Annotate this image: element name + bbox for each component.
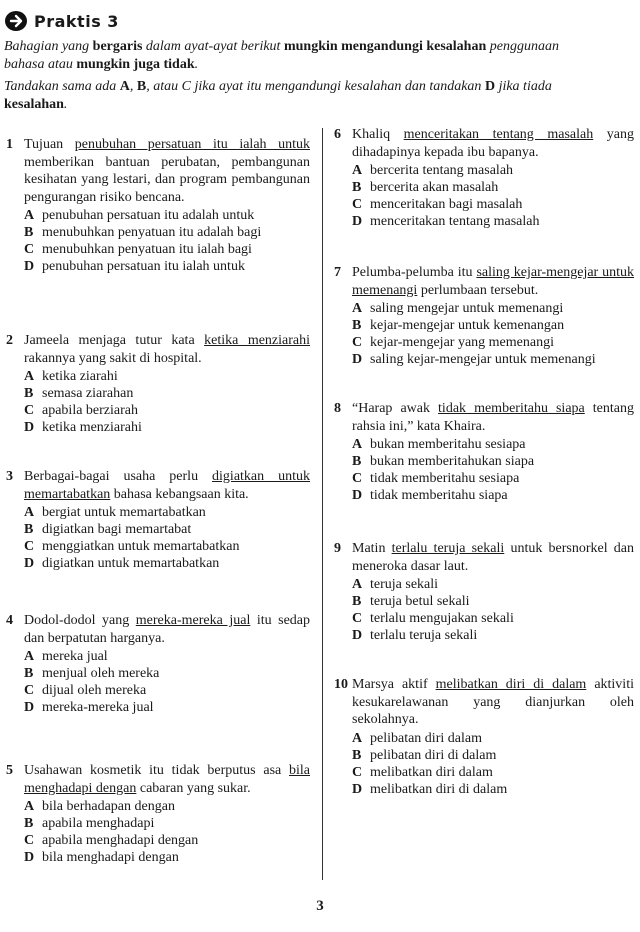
option-text: semasa ziarahan [42,386,134,401]
stem-text: yang dihadapinya kepada ibu bapanya. [352,127,634,160]
option-letter: D [24,420,35,435]
option-text: bila menghadapi dengan [42,850,179,865]
stem-text: Pelumba-pelumba itu [352,265,477,280]
option-text: bercerita akan masalah [370,180,499,195]
option-text: apabila berziarah [42,403,138,418]
option-text: pelibatan diri dalam [370,730,482,746]
question-number: 8 [334,401,341,416]
option-text: digiatkan untuk memartabatkan [42,556,220,571]
question-4 [6,612,310,716]
option-letter: D [352,488,363,503]
answer-option-d[interactable] [352,781,634,798]
answer-option-c[interactable] [24,682,310,699]
option-text: dijual oleh mereka [42,683,147,698]
underlined-phrase: terlalu teruja sekali [391,541,505,556]
option-text: melibatkan diri di dalam [370,781,508,797]
answer-option-d[interactable] [24,258,310,275]
option-letter: D [352,352,363,367]
option-text: menubuhkan penyatuan itu ialah bagi [42,242,252,257]
instruction-line-1: Bahagian yang bergaris dalam ayat-ayat berikut mungkin mengandungi kesalahan penggunaan [4,39,559,54]
answer-option-d[interactable] [352,351,634,368]
question-stem [24,136,310,206]
option-letter: B [24,386,34,401]
stem-text: rakannya yang sakit di hospital. [24,350,202,366]
option-letter: C [24,833,35,848]
question-3 [6,468,310,572]
option-text: penubuhan persatuan itu ialah untuk [42,259,245,274]
question-stem [24,762,310,797]
question-stem [352,676,634,729]
answer-option-d[interactable] [24,699,310,716]
stem-text: Tujuan [24,137,75,152]
answer-options [352,300,634,368]
stem-text: memberikan bantuan perubatan, pembangunan kesihatan yang lestari, dan program pembangunan pengurangan risiko bencana. [24,154,310,205]
option-text: digiatkan bagi memartabat [42,522,192,537]
stem-text: tentang rahsia ini,” kata Khaira. [352,401,634,434]
option-letter: B [352,318,362,333]
underlined-phrase: melibatkan diri di dalam [435,677,587,692]
answer-option-c[interactable] [352,334,634,351]
question-number: 9 [334,541,341,556]
underlined-phrase: bila menghadapi dengan [24,763,310,796]
option-letter: C [352,611,363,626]
answer-option-d[interactable] [352,627,634,644]
question-5 [6,762,310,866]
underlined-phrase: digiatkan untuk memartabatkan [24,469,310,502]
answer-options [24,207,310,275]
option-letter: A [352,577,363,592]
answer-option-a[interactable] [24,648,310,665]
column-divider [322,128,323,880]
stem-text: Berbagai-bagai usaha perlu [24,469,213,484]
option-text: menjual oleh mereka [42,666,160,681]
stem-text: Khaliq [352,127,404,142]
answer-options [24,798,310,866]
answer-option-a[interactable] [352,162,634,179]
question-number: 4 [6,613,13,628]
stem-text: aktiviti kesukarelawanan yang dianjurkan oleh sekolahnya. [352,677,634,727]
answer-option-d[interactable] [352,487,634,504]
question-10 [334,676,634,798]
option-letter: A [24,799,35,814]
underlined-phrase: mereka-mereka jual [135,613,251,628]
stem-text: “Harap awak [352,401,439,416]
option-text: teruja sekali [370,577,439,592]
question-8 [334,400,634,504]
option-letter: D [352,781,363,797]
option-text: bila berhadapan dengan [42,799,175,814]
answer-option-c[interactable] [352,470,634,487]
answer-option-d[interactable] [24,555,310,572]
answer-options [24,368,310,436]
answer-options [24,504,310,572]
option-text: saling kejar-mengejar untuk memenangi [370,352,596,367]
option-letter: D [24,850,35,865]
answer-option-b[interactable] [352,179,634,196]
option-text: kejar-mengejar yang memenangi [370,335,554,350]
option-letter: B [24,225,34,240]
option-letter: A [352,163,363,178]
option-letter: B [352,594,362,609]
option-letter: C [24,403,35,418]
option-text: ketika menziarahi [42,420,142,435]
question-number: 2 [6,333,13,348]
option-letter: B [24,522,34,537]
option-letter: B [352,180,362,195]
option-text: mereka-mereka jual [42,700,154,715]
answer-option-b[interactable] [24,385,310,402]
underlined-phrase: menceritakan tentang masalah [403,127,594,142]
answer-option-a[interactable] [352,576,634,593]
question-number: 10 [334,677,348,692]
option-letter: C [352,471,363,486]
option-text: tidak memberitahu siapa [370,488,508,503]
stem-text: untuk bersnorkel dan meneroka dasar laut. [352,541,634,574]
section-title: Praktis 3 [34,11,119,31]
underlined-phrase: tidak memberitahu siapa [438,401,585,416]
option-letter: C [24,242,35,257]
stem-text: itu sedap dan berpatutan harganya. [24,613,311,646]
option-letter: C [24,539,35,554]
option-letter: B [352,747,362,763]
answer-option-d[interactable] [24,419,310,436]
option-text: ketika ziarahi [42,369,118,384]
question-stem [352,264,634,299]
answer-option-c[interactable] [24,538,310,555]
option-letter: B [352,454,362,469]
option-letter: B [24,816,34,831]
stem-text: cabaran yang sukar. [136,780,251,796]
answer-option-c[interactable] [352,764,634,781]
answer-option-b[interactable] [352,317,634,334]
question-1 [6,136,310,275]
answer-option-b[interactable] [24,815,310,832]
option-text: menceritakan tentang masalah [370,214,540,229]
answer-option-c[interactable] [24,241,310,258]
answer-option-a[interactable] [352,436,634,453]
instruction-line-4: kesalahan. [4,97,68,112]
answer-option-b[interactable] [24,521,310,538]
answer-option-a[interactable] [24,207,310,224]
option-text: bercerita tentang masalah [370,163,514,178]
question-stem [24,468,310,503]
option-text: bergiat untuk memartabatkan [42,505,206,520]
answer-option-c[interactable] [352,610,634,627]
stem-text: Matin [352,541,392,556]
option-text: mereka jual [42,649,108,664]
option-text: terlalu mengujakan sekali [370,611,514,626]
question-9 [334,540,634,644]
answer-option-b[interactable] [352,453,634,470]
option-letter: A [352,730,363,746]
option-letter: C [352,764,363,780]
option-letter: A [24,505,35,520]
option-letter: A [352,437,363,452]
question-number: 5 [6,763,13,778]
underlined-phrase: saling kejar-mengejar untuk memenangi [352,265,634,298]
question-stem [352,126,634,161]
arrow-badge-icon [4,10,30,32]
section-header [4,10,119,32]
stem-text: Jameela menjaga tutur kata [24,333,205,348]
answer-options [24,648,310,716]
answer-options [352,436,634,504]
option-letter: D [24,556,35,571]
question-stem [352,400,634,435]
stem-text: Usahawan kosmetik itu tidak berputus asa [24,763,289,778]
answer-options [352,576,634,644]
answer-option-a[interactable] [24,798,310,815]
option-letter: D [24,700,35,715]
question-2 [6,332,310,436]
underlined-phrase: penubuhan persatuan itu ialah untuk [74,137,310,152]
answer-option-b[interactable] [24,224,310,241]
option-text: menceritakan bagi masalah [370,197,523,212]
answer-option-a[interactable] [352,730,634,747]
option-letter: B [24,666,34,681]
question-7 [334,264,634,368]
answer-option-a[interactable] [24,504,310,521]
answer-options [352,162,634,230]
answer-option-b[interactable] [24,665,310,682]
answer-option-b[interactable] [352,593,634,610]
stem-text: Dodol-dodol yang [24,613,136,628]
instruction-line-2: bahasa atau mungkin juga tidak. [4,57,199,72]
question-number: 6 [334,127,341,142]
answer-option-a[interactable] [24,368,310,385]
answer-option-c[interactable] [352,196,634,213]
question-stem [352,540,634,575]
option-letter: C [352,335,363,350]
option-text: kejar-mengejar untuk kemenangan [370,318,565,333]
option-letter: C [352,197,363,212]
answer-option-c[interactable] [24,402,310,419]
option-letter: D [352,214,363,229]
option-text: tidak memberitahu sesiapa [370,471,520,486]
instruction-line-3: Tandakan sama ada A, B, atau C jika ayat itu mengandungi kesalahan dan tandakan D jika tiada [4,79,552,94]
option-text: melibatkan diri dalam [370,764,493,780]
option-text: menubuhkan penyatuan itu adalah bagi [42,225,262,240]
question-number: 3 [6,469,13,484]
underlined-phrase: ketika menziarahi [204,333,310,348]
answer-option-d[interactable] [24,849,310,866]
option-text: terlalu teruja sekali [370,628,478,643]
stem-text: bahasa kebangsaan kita. [110,486,249,502]
question-number: 7 [334,265,341,280]
option-text: saling mengejar untuk memenangi [370,301,564,316]
answer-option-a[interactable] [352,300,634,317]
question-stem [24,612,310,647]
option-text: teruja betul sekali [370,594,470,609]
question-stem [24,332,310,367]
option-letter: C [24,683,35,698]
option-text: menggiatkan untuk memartabatkan [42,539,240,554]
question-number: 1 [6,137,13,152]
option-text: apabila menghadapi dengan [42,833,199,848]
stem-text: perlumbaan tersebut. [417,282,539,298]
option-text: apabila menghadapi [42,816,155,831]
option-text: bukan memberitahukan siapa [370,454,535,469]
answer-options [352,730,634,798]
answer-option-d[interactable] [352,213,634,230]
option-letter: A [24,208,35,223]
option-letter: A [24,369,35,384]
option-text: bukan memberitahu sesiapa [370,437,526,452]
option-letter: A [352,301,363,316]
option-text: penubuhan persatuan itu adalah untuk [42,208,255,223]
stem-text: Marsya aktif [352,677,436,692]
option-letter: D [24,259,35,274]
option-letter: D [352,628,363,643]
answer-option-c[interactable] [24,832,310,849]
answer-option-b[interactable] [352,747,634,764]
question-6 [334,126,634,230]
option-letter: A [24,649,35,664]
page-number: 3 [316,898,324,914]
option-text: pelibatan diri di dalam [370,747,497,763]
